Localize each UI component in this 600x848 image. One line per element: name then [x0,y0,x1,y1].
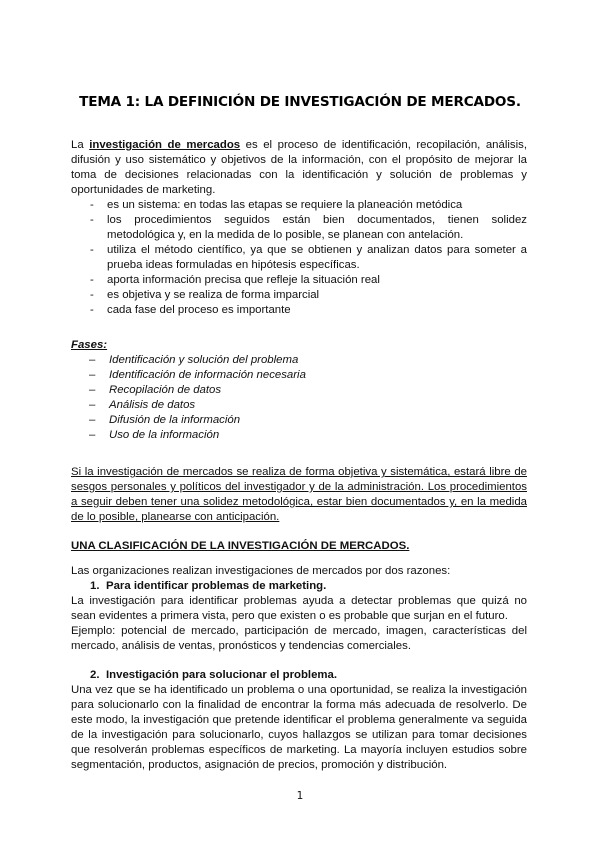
reason-heading-text: Para identificar problemas de marketing. [106,580,327,592]
page-title: TEMA 1: LA DEFINICIÓN DE INVESTIGACIÓN DE MERCADOS. [79,94,521,110]
characteristic-item [71,213,527,243]
intro-rest: es el proceso de identificación, recopilación, análisis, difusión y uso sistemático y objetivos de la información, con el propósito de mejorar la toma de decisiones relacionadas con la identificación y solución de problemas y oportunidades de marketing. [71,139,527,196]
fase-item [71,398,527,413]
dash-marker: – [89,369,96,381]
characteristic-item [71,303,527,318]
summary-paragraph: Si la investigación de mercados se realiza de forma objetiva y sistemática, estará libre de sesgos personales y políticos del investigador y de la administración. Los procedimientos a seguir deben tener una solidez metodológica, estar bien documentados y, en la medida de lo posible, planearse con anticipación. [71,466,527,523]
reason-paragraph: La investigación para identificar problemas ayuda a detectar problemas que quizá no sean evidentes a primera vista, pero que existen o es probable que surjan en el futuro. [71,595,527,622]
dash-marker: - [90,199,94,211]
fase-text: Análisis de datos [109,399,196,411]
fases-list [71,353,527,443]
characteristic-text: es objetiva y se realiza de forma imparcial [107,289,320,301]
dash-marker: - [90,214,94,226]
fase-text: Difusión de la información [109,414,241,426]
reason-heading [71,579,527,594]
dash-marker: – [89,429,96,441]
fase-text: Identificación de información necesaria [109,369,306,381]
fase-text: Identificación y solución del problema [109,354,299,366]
fase-item [71,413,527,428]
dash-marker: - [90,274,94,286]
dash-marker: – [89,384,96,396]
characteristics-list [71,198,527,318]
characteristic-text: es un sistema: en todas las etapas se requiere la planeación metódica [107,199,463,211]
dash-marker: – [89,354,96,366]
dash-marker: – [89,414,96,426]
reason-heading [71,668,527,683]
fases-heading: Fases: [71,339,108,351]
characteristic-text: utiliza el método científico, ya que se obtienen y analizan datos para someter a prueba ideas formuladas en hipótesis específicas. [107,244,527,271]
page-content [71,138,527,773]
characteristic-item [71,198,527,213]
fase-item [71,383,527,398]
characteristic-text: aporta información precisa que refleje la situación real [107,274,380,286]
dash-marker: – [89,399,96,411]
intro-highlight-term: investigación de mercados [89,139,241,151]
dash-marker: - [90,289,94,301]
dash-marker: - [90,244,94,256]
dash-marker: - [90,304,94,316]
reason-paragraph: Una vez que se ha identificado un problema o una oportunidad, se realiza la investigación para solucionarlo con la finalidad de encontrar la forma más adecuada de resolverlo. De este modo, la investigación que pretende identificar el problema generalmente va seguida de la investigación para solucionarlo, cuyos hallazgos se utilizan para tomar decisiones que resolverán problemas específicos de marketing. La mayoría incluyen estudios sobre segmentación, productos, asignación de precios, promoción y distribución. [71,684,527,771]
fase-item [71,353,527,368]
classification-intro: Las organizaciones realizan investigaciones de mercados por dos razones: [71,565,451,577]
fase-text: Recopilación de datos [109,384,222,396]
fase-text: Uso de la información [109,429,220,441]
intro-prefix: La [71,139,90,151]
characteristic-item [71,243,527,273]
reason-example-paragraph: Ejemplo: potencial de mercado, participación de mercado, imagen, características del mercado, análisis de ventas, pronósticos y tendencias comerciales. [71,625,527,652]
reason-number: 2. [90,669,100,681]
reason-number: 1. [90,580,100,592]
fase-item [71,368,527,383]
characteristic-text: cada fase del proceso es importante [107,304,291,316]
characteristic-text: los procedimientos seguidos están bien documentados, tienen solidez metodológica y, en la medida de lo posible, se planean con antelación. [107,214,527,241]
intro-paragraph [71,138,527,198]
reason-heading-text: Investigación para solucionar el problema. [106,669,338,681]
classification-heading: UNA CLASIFICACIÓN DE LA INVESTIGACIÓN DE MERCADOS. [71,540,410,552]
characteristic-item [71,273,527,288]
fase-item [71,428,527,443]
characteristic-item [71,288,527,303]
page-number: 1 [296,790,304,802]
